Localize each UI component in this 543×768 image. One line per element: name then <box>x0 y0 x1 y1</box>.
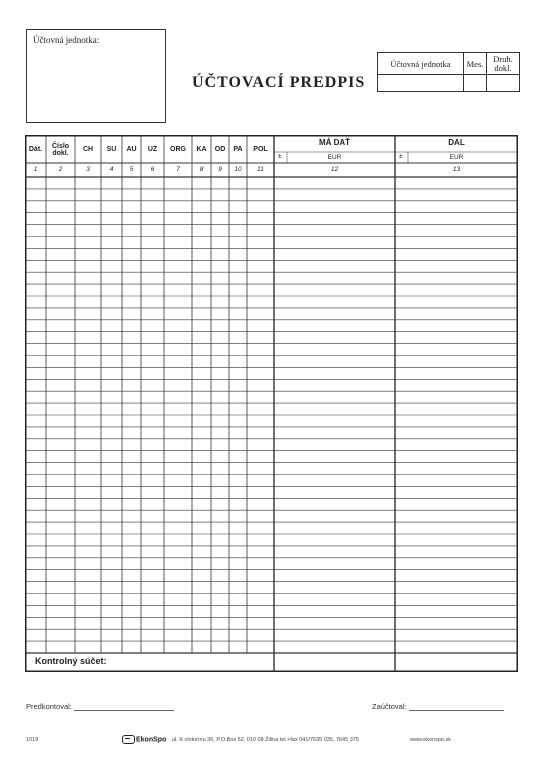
column-number-12: 12 <box>330 166 339 173</box>
column-number-10: 10 <box>234 166 242 173</box>
column-header-11: POL <box>253 146 268 153</box>
header-table <box>377 52 520 92</box>
column-header-2: Číslo dokl. <box>51 143 70 158</box>
column-number-6: 6 <box>150 166 155 173</box>
header-month-field[interactable] <box>464 75 487 92</box>
column-number-3: 3 <box>86 166 90 173</box>
accounting-unit-label: Účtovná jednotka: <box>33 35 100 45</box>
column-header-1: Dát. <box>28 146 43 153</box>
brand-logo <box>122 735 166 744</box>
column-header-13: DAL <box>448 138 465 147</box>
predkontoval-line <box>74 710 174 711</box>
ledger-grid <box>25 135 518 672</box>
column-header-12: MÁ DAŤ <box>318 138 351 147</box>
currency-label: EUR <box>327 154 342 161</box>
zauctoval-field[interactable] <box>372 702 504 711</box>
header-unit-label: Účtovná jednotka <box>378 53 464 75</box>
ledger-form <box>25 135 518 672</box>
header-doctype-label: Druh. dokl. <box>487 53 520 75</box>
column-number-5: 5 <box>129 166 134 173</box>
header-month-label: Mes. <box>464 53 487 75</box>
column-number-11: 11 <box>257 166 264 173</box>
brand-name: EkonSpo <box>136 736 167 744</box>
footer-website: www.ekonspo.sk <box>410 737 451 743</box>
column-header-7: ORG <box>170 146 186 153</box>
plusminus-icon: ± <box>278 153 282 160</box>
column-number-8: 8 <box>199 166 204 173</box>
accounting-unit-box[interactable] <box>26 29 166 123</box>
page-title: ÚČTOVACÍ PREDPIS <box>192 74 366 91</box>
control-sum-label: Kontrolný súčet: <box>35 656 107 666</box>
currency-label: EUR <box>449 154 464 161</box>
predkontoval-field[interactable] <box>26 702 174 711</box>
column-header-3: CH <box>82 146 94 153</box>
column-header-9: OD <box>214 146 226 153</box>
column-number-9: 9 <box>218 166 222 173</box>
column-number-1: 1 <box>33 166 38 173</box>
plusminus-icon: ± <box>399 153 403 160</box>
predkontoval-label: Predkontoval: <box>26 702 72 711</box>
column-header-10: PA <box>233 146 243 153</box>
column-number-13: 13 <box>452 166 461 173</box>
form-code: 1019 <box>26 737 39 743</box>
header-doctype-field[interactable] <box>487 75 520 92</box>
column-header-5: AU <box>126 146 137 153</box>
column-number-7: 7 <box>176 166 180 173</box>
header-unit-field[interactable] <box>378 75 464 92</box>
zauctoval-label: Zaúčtoval: <box>372 702 407 711</box>
column-header-8: KA <box>196 146 207 153</box>
footer-address: ul. K cintorínu 36, P.O.Box 52, 010 08 Žilina tel.+fax 041/7635 035, 7645 375 <box>172 737 359 743</box>
brand-logo-icon <box>122 735 135 744</box>
form-border <box>26 136 518 672</box>
column-header-4: SU <box>106 146 117 153</box>
column-number-4: 4 <box>109 166 114 173</box>
column-number-2: 2 <box>58 166 63 173</box>
zauctoval-line <box>409 710 504 711</box>
column-header-6: UZ <box>147 146 158 153</box>
